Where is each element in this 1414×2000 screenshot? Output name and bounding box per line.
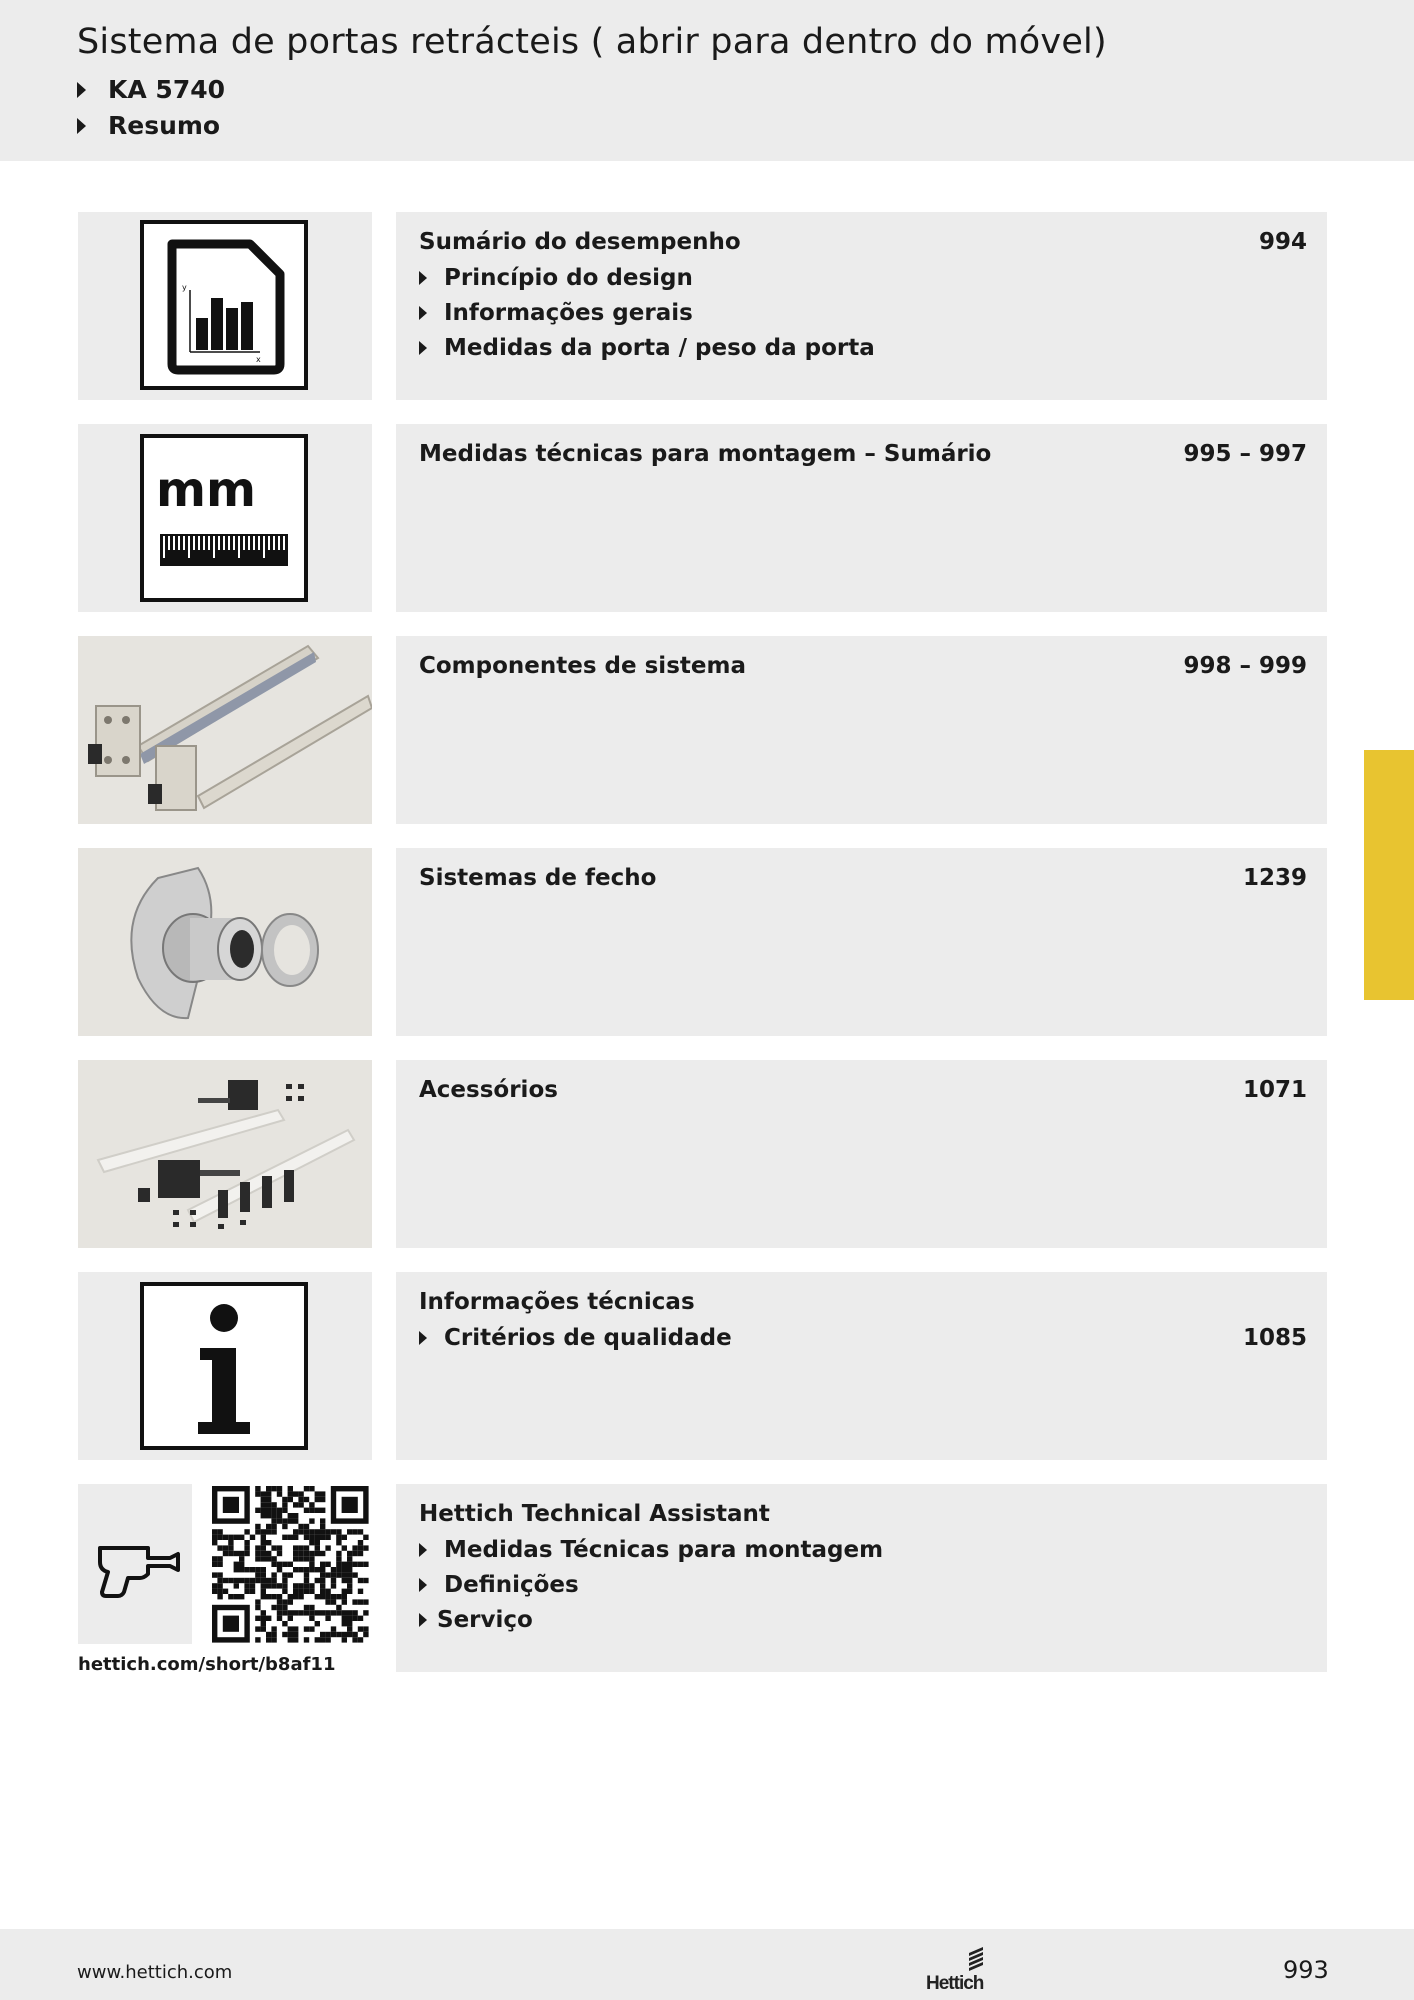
bullet-label: Medidas Técnicas para montagem [444, 1537, 884, 1563]
qr-url-link[interactable]: hettich.com/short/b8af11 [78, 1654, 336, 1675]
footer-website-link[interactable]: www.hettich.com [77, 1962, 233, 1983]
bullet-item[interactable] [419, 1572, 579, 1598]
section-title: Medidas técnicas para montagem – Sumário [419, 441, 992, 467]
section-title: Sistemas de fecho [419, 865, 657, 891]
page-footer [0, 1929, 1414, 2000]
breadcrumb-summary-label: Resumo [108, 111, 221, 140]
section-title: Hettich Technical Assistant [419, 1501, 770, 1527]
triangle-right-icon [77, 118, 86, 134]
accessories-image [78, 1060, 372, 1248]
bullet-item[interactable] [419, 1537, 883, 1563]
section-title: Sumário do desempenho [419, 229, 741, 255]
page-title: Sistema de portas retrácteis ( abrir para dentro do móvel) [77, 22, 1107, 62]
triangle-right-icon [419, 341, 427, 355]
svg-text:x: x [256, 355, 261, 364]
triangle-right-icon [419, 1543, 427, 1557]
chapter-tab[interactable] [1364, 750, 1414, 1000]
page-number: 1071 [1242, 1077, 1307, 1103]
page-number: 998 – 999 [1183, 653, 1307, 679]
svg-text:y: y [182, 283, 187, 292]
section-title: Informações técnicas [419, 1289, 695, 1315]
triangle-right-icon [419, 1331, 427, 1345]
section-performance-summary[interactable] [396, 212, 1327, 400]
triangle-right-icon [419, 1613, 427, 1627]
triangle-right-icon [419, 1578, 427, 1592]
section-technical-assistant[interactable] [396, 1484, 1327, 1672]
bullet-item[interactable] [419, 265, 693, 291]
bullet-item[interactable] [419, 300, 693, 326]
breadcrumb-summary[interactable] [77, 111, 220, 140]
section-mounting-dimensions[interactable] [396, 424, 1327, 612]
ruler-icon [78, 424, 372, 612]
bullet-label: Definições [444, 1572, 579, 1598]
page-header [0, 0, 1414, 161]
bullet-label: Informações gerais [444, 300, 693, 326]
section-title: Componentes de sistema [419, 653, 746, 679]
bullet-item[interactable] [419, 335, 875, 361]
bullet-item[interactable] [419, 1325, 732, 1351]
section-locking-systems[interactable] [396, 848, 1327, 1036]
hettich-logo [925, 1947, 995, 1993]
page-number: 1085 [1242, 1325, 1307, 1351]
bullet-label: Serviço [437, 1607, 533, 1633]
page-number: 1239 [1242, 865, 1307, 891]
breadcrumb-product-label: KA 5740 [108, 75, 226, 104]
page-number: 995 – 997 [1183, 441, 1307, 467]
triangle-right-icon [419, 271, 427, 285]
section-accessories[interactable] [396, 1060, 1327, 1248]
triangle-right-icon [419, 306, 427, 320]
logo-wordmark: Hettich [926, 1973, 984, 1993]
bullet-label: Critérios de qualidade [444, 1325, 732, 1351]
page-number: 994 [1258, 229, 1307, 255]
bullet-label: Medidas da porta / peso da porta [444, 335, 875, 361]
breadcrumb-product[interactable] [77, 75, 225, 104]
section-title: Acessórios [419, 1077, 558, 1103]
chart-document-icon [78, 212, 372, 400]
bullet-item[interactable] [419, 1607, 533, 1633]
ruler-icon-label: mm [156, 462, 257, 518]
slide-rail-image [78, 636, 372, 824]
triangle-right-icon [77, 82, 86, 98]
lock-image [78, 848, 372, 1036]
section-system-components[interactable] [396, 636, 1327, 824]
footer-page-number: 993 [1283, 1956, 1329, 1984]
bullet-label: Princípio do design [444, 265, 693, 291]
section-technical-info[interactable] [396, 1272, 1327, 1460]
qr-code[interactable] [210, 1484, 372, 1644]
drill-icon [78, 1484, 192, 1644]
info-icon [78, 1272, 372, 1460]
